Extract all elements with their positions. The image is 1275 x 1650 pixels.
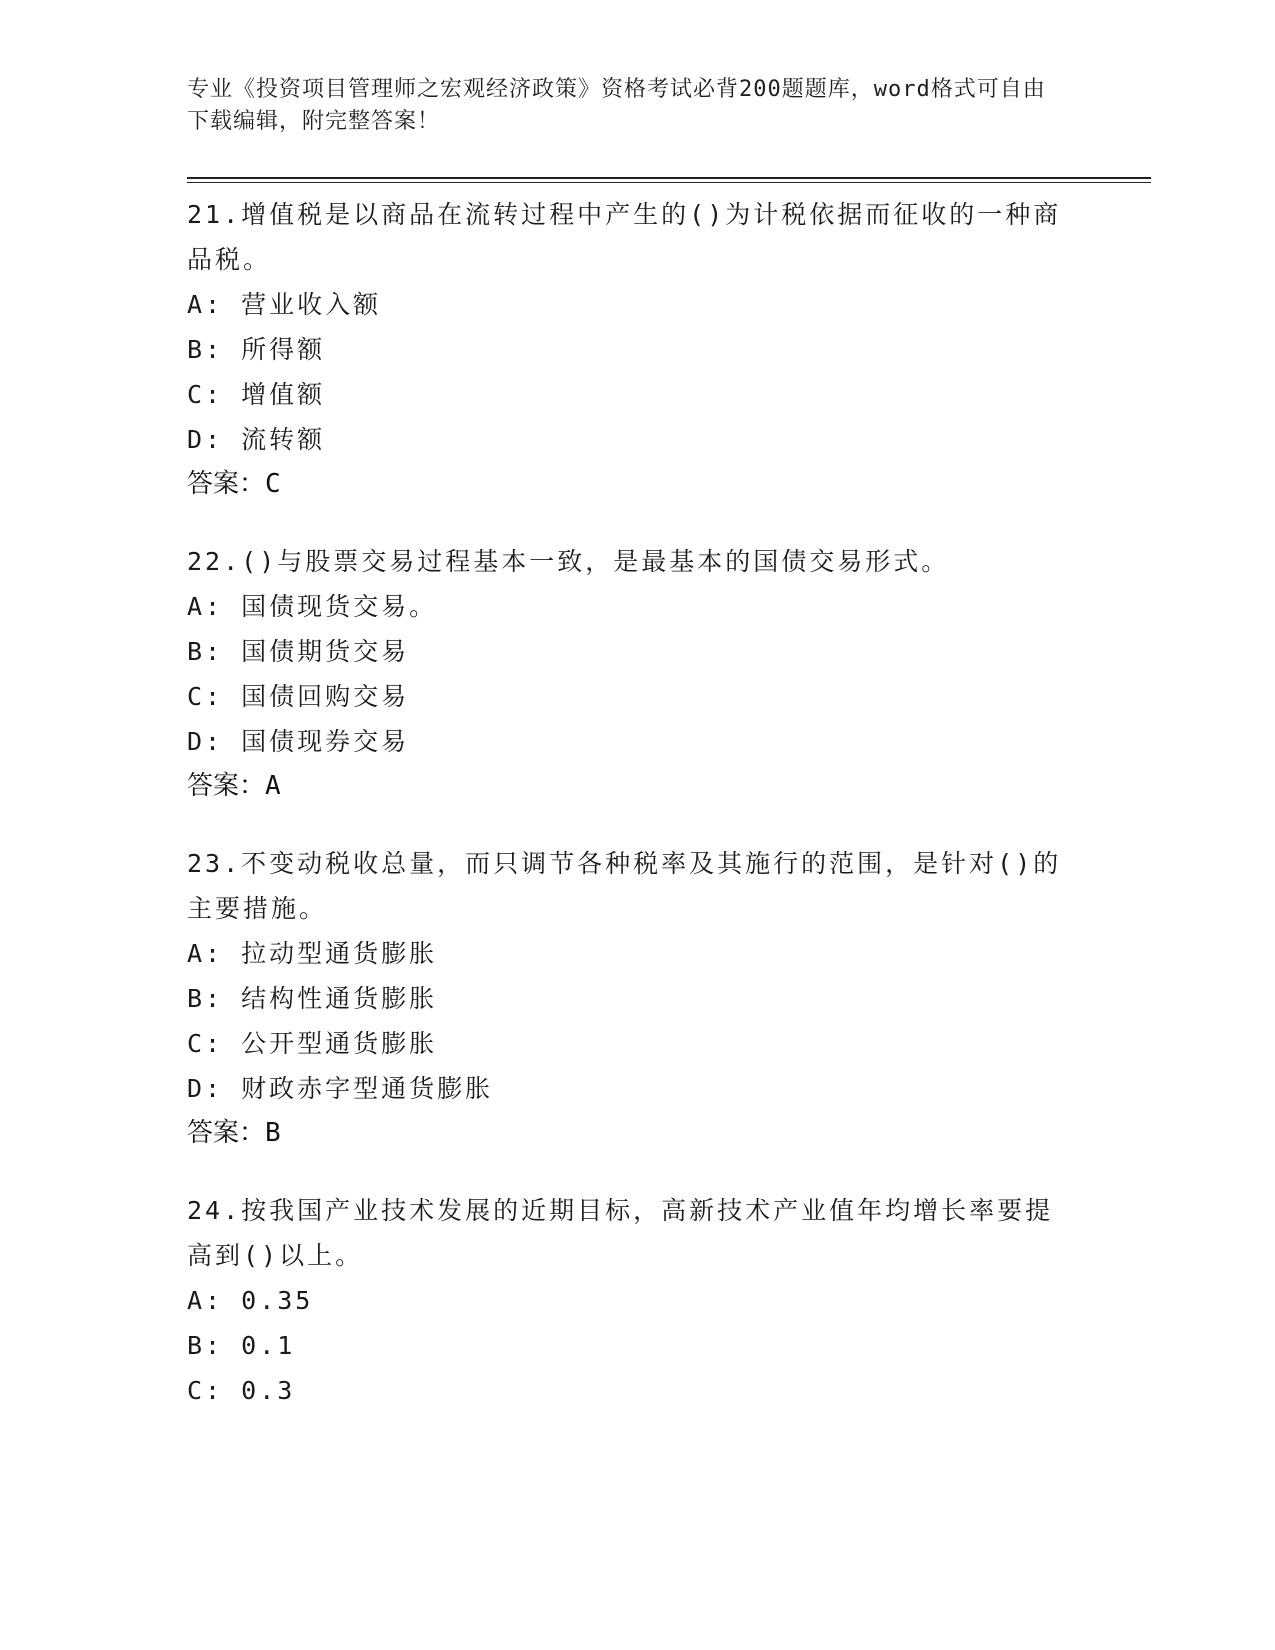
option-c: C: 0.3 (187, 1376, 296, 1405)
answer-line (187, 764, 1077, 809)
option-b: B: 结构性通货膨胀 (187, 984, 438, 1013)
header-divider-thick (187, 177, 1151, 179)
question-22 (187, 539, 1077, 809)
question-text: 21.增值税是以商品在流转过程中产生的()为计税依据而征收的一种商品税。 (187, 200, 1062, 274)
question-text: 22.()与股票交易过程基本一致，是最基本的国债交易形式。 (187, 547, 950, 576)
question-21 (187, 192, 1077, 507)
question-text: 23.不变动税收总量，而只调节各种税率及其施行的范围，是针对()的主要措施。 (187, 849, 1062, 923)
answer-label: 答案： (187, 771, 266, 801)
option-d: D: 流转额 (187, 425, 326, 454)
question-list (187, 192, 1077, 1445)
option-a: A: 营业收入额 (187, 290, 382, 319)
option-c: C: 增值额 (187, 380, 326, 409)
document-header: 专业《投资项目管理师之宏观经济政策》资格考试必背200题题库，word格式可自由下载编辑，附完整答案！ (187, 77, 1046, 134)
answer-value: B (265, 1118, 281, 1148)
option-b: B: 国债期货交易 (187, 637, 410, 666)
question-text: 24.按我国产业技术发展的近期目标，高新技术产业值年均增长率要提高到()以上。 (187, 1196, 1054, 1270)
option-b: B: 0.1 (187, 1331, 296, 1360)
answer-value: C (265, 469, 281, 499)
answer-line (187, 462, 1077, 507)
answer-value: A (265, 771, 281, 801)
option-d: D: 国债现券交易 (187, 727, 410, 756)
question-24 (187, 1188, 1077, 1413)
option-d: D: 财政赤字型通货膨胀 (187, 1074, 494, 1103)
answer-label: 答案： (187, 469, 266, 499)
question-23 (187, 841, 1077, 1156)
header-divider-thin (187, 182, 1151, 183)
answer-label: 答案： (187, 1118, 266, 1148)
option-a: A: 国债现货交易。 (187, 592, 438, 621)
option-a: A: 0.35 (187, 1286, 314, 1315)
option-b: B: 所得额 (187, 335, 326, 364)
option-c: C: 公开型通货膨胀 (187, 1029, 438, 1058)
option-c: C: 国债回购交易 (187, 682, 410, 711)
answer-line (187, 1111, 1077, 1156)
option-a: A: 拉动型通货膨胀 (187, 939, 438, 968)
